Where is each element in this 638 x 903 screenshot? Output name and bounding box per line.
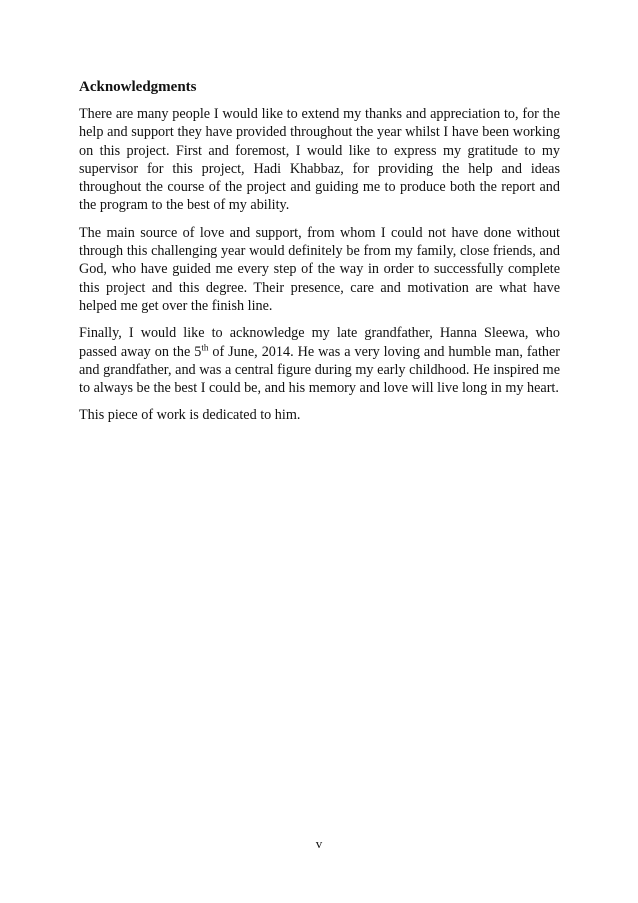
page-number: v: [315, 836, 323, 851]
ordinal-suffix: th: [201, 341, 209, 352]
paragraph-support: The main source of love and support, from whom I could not have done without through this challenging year would definitely be from my family, close friends, and God, who have guided me every step of the way in order to successfully complete this project and this degree. Their presence, care and motivation are what have helped me get over the finish line.: [79, 224, 560, 314]
paragraph-grandfather-text-end: of June, 2014. He was a very loving and humble man, father and grandfather, and was a central figure during my early childhood. He inspired me to always be the best I could be, and his memory and love will live long in my heart.: [79, 343, 560, 397]
paragraph-grandfather-text-start: Finally, I would like to acknowledge my late grandfather, Hanna Sleewa, who passed away on the 5: [79, 325, 560, 360]
paragraph-thanks: There are many people I would like to extend my thanks and appreciation to, for the help and support they have provided throughout the year whilst I have been working on this project. First and foremost, I would like to express my gratitude to my supervisor for this project, Hadi Khabbaz, for providing the help and ideas throughout the course of the project and guiding me to produce both the report and the program to the best of my ability.: [79, 106, 560, 214]
section-heading: Acknowledgments: [79, 79, 197, 95]
paragraph-grandfather: [79, 324, 560, 397]
dedication-line: This piece of work is dedicated to him.: [79, 407, 301, 424]
page-content: [79, 78, 560, 434]
